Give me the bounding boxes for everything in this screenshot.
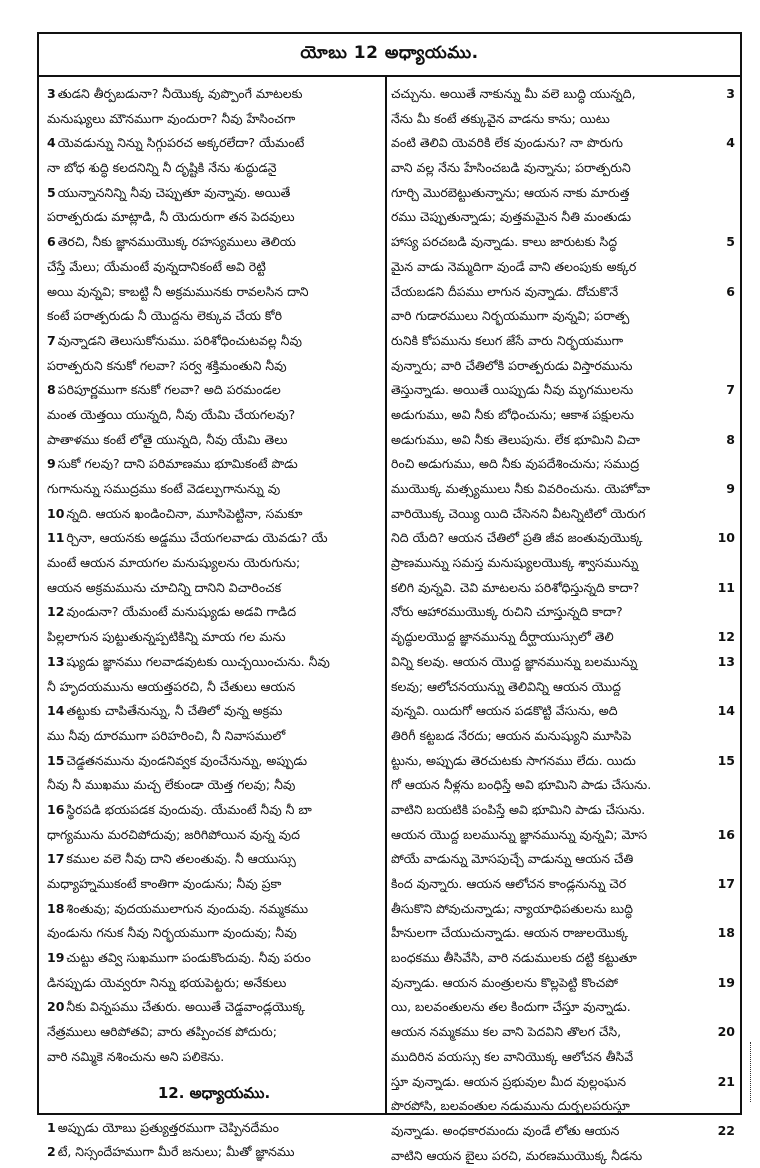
- line-text: నేను మీ కంటే తక్కువైన వాడను కాను; యిటు: [391, 110, 610, 126]
- text-line: [47, 1020, 381, 1045]
- verse-number: 6: [47, 234, 56, 250]
- line-text: ధాగ్యమును మరచిపోదువు; జరిగిపోయిన వున్న వుద: [47, 826, 300, 842]
- line-text: తిరిగీ కట్టబడ నేరదు; ఆయన మనుష్యుని మూసిపె: [391, 727, 632, 743]
- line-text: వారి గుడారములు నిర్భయముగా వున్నవి; పరాత్ప: [391, 308, 630, 324]
- text-line: [391, 354, 737, 379]
- verse-number: 2: [47, 1144, 56, 1160]
- text-line: [47, 1045, 381, 1070]
- line-text: పోయే వాడున్ను మోసపుచ్చే వాడున్ను ఆయన చేతి: [391, 851, 634, 867]
- text-line: [391, 1020, 737, 1045]
- line-text: చేస్తే మేలు; యేమంటే వున్నదానికంటే అవి రెట్టి: [47, 258, 266, 274]
- text-line: [391, 205, 737, 230]
- text-line: [391, 452, 737, 477]
- text-line: [391, 650, 737, 675]
- line-text: యి, బలవంతులను తల కిందుగా చేస్తూ వున్నాడు.: [391, 999, 631, 1015]
- line-text: నిది యేది? ఆయన చేతిలో ప్రతి జీవ జంతువుయొక్క: [391, 530, 643, 546]
- text-line: [47, 428, 381, 453]
- line-text: వారి నమ్మికె నశించును అని పలికెను.: [47, 1048, 225, 1064]
- text-line: [47, 749, 381, 774]
- verse-number: 9: [47, 456, 56, 472]
- text-line: [47, 847, 381, 872]
- line-text: తీసుకొని పోవుచున్నాడు; న్యాయాధిపతులను బుద్ధి: [391, 900, 633, 916]
- text-line: [391, 699, 737, 724]
- line-text: వున్నారు; వారి చేతిలోకి పరాత్పరుడు విస్తారమును: [391, 357, 633, 373]
- text-line: [391, 1144, 737, 1168]
- line-text: పాతాళము కంటే లోతై యున్నది, నీవు యేమి తెలు: [47, 431, 288, 447]
- text-line: [47, 477, 381, 502]
- verse-number: 8: [47, 382, 56, 398]
- text-line: [47, 280, 381, 305]
- text-line: [391, 82, 737, 107]
- line-text: ష్యుడు జ్ఞానము గలవాడవుటకు యిచ్చయించును. నీవు: [66, 653, 330, 669]
- line-text: గూర్చి మొరబెట్టుతున్నాను; ఆయన నాకు మారుత్త: [391, 184, 630, 200]
- line-text: వున్నాడు. అంధకారమందు వుండే లోతు ఆయన: [391, 1122, 620, 1138]
- line-text: కలిగి వున్నవి. చెవి మాటలను పరిశోధిస్తున్నది కాదా?: [391, 579, 640, 595]
- text-line: [47, 773, 381, 798]
- text-line: [391, 502, 737, 527]
- verse-number: 17: [717, 876, 735, 891]
- line-text: ఆయన యొద్ద బలమున్ను జ్ఞానమున్ను వున్నవి; మోస: [391, 826, 648, 842]
- line-text: శింతువు; వుదయములాగున వుందువు. నమ్మకము: [66, 900, 309, 916]
- verse-number: 9: [726, 481, 735, 496]
- text-line: [47, 304, 381, 329]
- line-text: ఆయన నమ్మకము కల వాని పెదవిని తొలగ చేసి,: [391, 1024, 622, 1040]
- text-line: [47, 798, 381, 823]
- text-line: [47, 724, 381, 749]
- text-line: [47, 403, 381, 428]
- text-line: [391, 675, 737, 700]
- text-line: [391, 946, 737, 971]
- verse-number: 11: [47, 530, 65, 546]
- text-line: [391, 798, 737, 823]
- text-line: [47, 823, 381, 848]
- verse-number: 10: [47, 505, 65, 521]
- text-line: [47, 255, 381, 280]
- text-line: [391, 724, 737, 749]
- verse-number: 5: [726, 234, 735, 250]
- line-text: రించి అడుగుము, అది నీకు వుపదేశించును; సముద్ర: [391, 456, 640, 472]
- text-line: [47, 995, 381, 1020]
- text-line: [47, 946, 381, 971]
- verse-number: 20: [47, 999, 65, 1015]
- text-line: [391, 921, 737, 946]
- line-text: వుండునా? యేమంటే మనుష్యుడు అడవి గాడిద: [66, 604, 297, 620]
- page-title: యోబు 12 అధ్యాయము.: [300, 42, 479, 63]
- column-divider: [385, 75, 387, 1113]
- margin-mark: [750, 1042, 754, 1102]
- text-line: [391, 107, 737, 132]
- line-text: మంత యెత్తయి యున్నది, నీవు యేమి చేయగలవు?: [47, 406, 296, 422]
- text-line: [391, 526, 737, 551]
- line-text: అడుగుము, అవి నీకు బోధించును; ఆకాశ పక్షులను: [391, 406, 634, 422]
- verse-number: 12: [717, 629, 735, 645]
- text-line: [391, 749, 737, 774]
- text-line: [391, 1070, 737, 1095]
- line-text: తెస్తున్నాడు. అయితే యిప్పుడు నీవు మృగములను: [391, 382, 634, 398]
- verse-number: 3: [726, 86, 735, 101]
- line-text: కింద వున్నారు. ఆయన ఆలోచన కాండ్లనున్ను చెర: [391, 876, 627, 891]
- verse-number: 8: [726, 431, 735, 447]
- text-line: [391, 156, 737, 181]
- text-line: [391, 576, 737, 601]
- line-text: పరాత్పరుని కనుకో గలవా? సర్వ శక్తిమంతుని నీవు: [47, 357, 287, 373]
- text-line: [47, 378, 381, 403]
- verse-number: 16: [717, 826, 735, 842]
- line-text: నీ హృదయమును ఆయత్తపరచి, నీ చేతులు ఆయన: [47, 678, 296, 694]
- verse-number: 19: [717, 974, 735, 990]
- line-text: ప్రాణమున్ను సమస్త మనుష్యులయొక్క శ్వాసమున్ను: [391, 555, 639, 571]
- line-text: చచ్చును. అయితే నాకున్ను మీ వలె బుద్ధి యున్నది,: [391, 86, 636, 101]
- line-text: నేత్రములు ఆరిపోతవి; వారు తప్పించక పోదురు;: [47, 1024, 277, 1040]
- line-text: వాటిని ఆయన బైలు పరచి, మరణముయొక్క నీడను: [391, 1147, 643, 1163]
- verse-number: 5: [47, 184, 56, 200]
- verse-number: 6: [726, 283, 735, 299]
- verse-number: 11: [717, 579, 735, 595]
- text-line: [47, 156, 381, 181]
- text-line: [391, 255, 737, 280]
- verse-number: 17: [47, 851, 65, 867]
- line-text: ఆయన అక్రమమును చూచిన్ని దానిని విచారించక: [47, 579, 282, 595]
- page-frame: [37, 32, 742, 1163]
- text-line: [47, 1116, 381, 1141]
- line-text: యున్నాననిన్ని నీవు చెప్పుతూ వున్నావు. అయితే: [57, 184, 291, 200]
- line-text: హాస్య పరచబడి వున్నాడు. కాలు జారుటకు సిద్ధ: [391, 234, 618, 250]
- text-line: [391, 1045, 737, 1070]
- line-text: పొరపోసి, బలవంతుల నడుమును దుర్బలపరుస్తూ: [391, 1098, 630, 1114]
- verse-number: 7: [47, 332, 56, 348]
- line-text: మనుష్యులు మౌనముగా వుందురా? నీవు హేసించగా: [47, 110, 296, 126]
- line-text: నీవు నీ ముఖము మచ్చ లేకుండా యెత్త గలవు; నీవు: [47, 777, 296, 793]
- line-text: వున్నాడని తెలుసుకోనుము. పరిశోధించుటవల్ల నీవు: [57, 332, 302, 348]
- text-line: [391, 1119, 737, 1144]
- text-line: [47, 1140, 381, 1165]
- text-line: [47, 625, 381, 650]
- verse-number: 15: [47, 752, 65, 768]
- text-line: [47, 872, 381, 897]
- line-text: న్నది. ఆయన ఖండించినా, మూసిపెట్టినా, సమకూ: [66, 505, 303, 521]
- verse-number: 21: [717, 1073, 735, 1089]
- line-text: గో ఆయన నీళ్లను బంధిస్తే అవి భూమిని పాడు చేసును.: [391, 777, 652, 793]
- verse-number: 15: [717, 752, 735, 768]
- line-text: నోరు ఆహారముయొక్క రుచిని చూస్తున్నది కాదా?: [391, 604, 623, 620]
- text-line: [47, 675, 381, 700]
- text-line: [391, 230, 737, 255]
- line-text: ముయొక్క మత్స్యములు నీకు వివరించును. యెహోవా: [391, 481, 650, 496]
- line-text: డినప్పుడు యెవ్వరూ నిన్ను భయపెట్టరు; అనేకులు: [47, 974, 287, 990]
- text-line: [391, 897, 737, 922]
- line-text: ము నీవు దూరముగా పరిహరించి, నీ నివాసములో: [47, 727, 286, 743]
- text-line: [47, 897, 381, 922]
- verse-number: 1: [47, 1119, 56, 1135]
- line-text: ట్టును, అప్పుడు తెరచుటకు సాగనము లేదు. యిదు: [391, 752, 636, 768]
- text-line: [391, 847, 737, 872]
- text-line: [47, 181, 381, 206]
- line-text: స్తూ వున్నాడు. ఆయన ప్రభువుల మీద వుల్లంఘన: [391, 1073, 627, 1089]
- line-text: రునికి కోపమును కలుగ జేసే వారు నిర్భయముగా: [391, 332, 624, 348]
- line-text: వారియొక్క చెయ్యి యిది చేసెనని వీటన్నిటిలో యెరుగ: [391, 505, 646, 521]
- verse-number: 18: [717, 925, 735, 941]
- text-line: [47, 107, 381, 132]
- text-line: [391, 403, 737, 428]
- verse-number: 18: [47, 900, 65, 916]
- right-column: [391, 82, 737, 1168]
- verse-number: 19: [47, 950, 65, 966]
- text-line: [391, 773, 737, 798]
- line-text: ర్చినా, ఆయనకు అడ్డము చేయగలవాడు యెవడు? యే: [66, 530, 328, 546]
- verse-number: 7: [726, 382, 735, 398]
- line-text: చేయబడని దీపము లాగున వున్నాడు. దోచుకొనే: [391, 283, 619, 299]
- line-text: మంటే ఆయన మాయగల మనుష్యులను యెరుగును;: [47, 555, 301, 571]
- line-text: చుట్టు తవ్వి సుఖముగా పండుకొందువు. నీవు పరుం: [66, 950, 311, 966]
- text-line: [391, 181, 737, 206]
- text-line: [47, 205, 381, 230]
- line-text: తెరచి, నీకు జ్ఞానముయొక్క రహస్యములు తెలియ: [57, 234, 296, 250]
- text-line: [391, 378, 737, 403]
- page-header: [39, 34, 740, 77]
- line-text: వున్నవి. యిదుగో ఆయన పడకొట్టి వేసును, అది: [391, 703, 618, 719]
- line-text: టే, నిస్సందేహముగా మీరే జనులు; మీతో జ్ఞానము: [57, 1144, 295, 1160]
- text-line: [391, 477, 737, 502]
- line-text: నా బోధ శుద్ధి కలదనిన్ని నీ దృష్టికి నేను శుద్ధుడనై: [47, 160, 277, 176]
- verse-number: 20: [717, 1024, 735, 1040]
- text-line: [47, 971, 381, 996]
- line-text: మైన వాడు నెమ్మదిగా వుండే వాని తలంపుకు అక్కర: [391, 258, 637, 274]
- line-text: అయి వున్నవి; కాబట్టి నీ అక్రమమునకు రావలసిన దాని: [47, 283, 309, 299]
- text-line: [47, 921, 381, 946]
- line-text: పరాత్పరుడు మాట్లాడి, నీ యెదురుగా తన పెదవులు: [47, 209, 295, 225]
- text-line: [47, 82, 381, 107]
- verse-number: 14: [717, 703, 735, 719]
- text-line: [47, 551, 381, 576]
- text-line: [391, 280, 737, 305]
- verse-number: 14: [47, 703, 65, 719]
- line-text: పరిపూర్ణముగా కనుకో గలవా? అది పరమండల: [57, 382, 281, 398]
- chapter-heading: 12. అధ్యాయము.: [157, 1083, 271, 1102]
- line-text: మధ్యాహ్నముకంటే కాంతిగా వుండును; నీవు ప్రకా: [47, 876, 282, 891]
- text-line: [391, 823, 737, 848]
- line-text: చెడ్డతనమును వుండనివ్వక వుంచేనున్ను, అప్పుడు: [66, 752, 308, 768]
- line-text: నీకు విన్నపము చేతురు. అయితే చెడ్డవాండ్లయొక్క: [66, 999, 306, 1015]
- line-text: హీనులగా చేయుచున్నాడు. ఆయన రాజులయొక్క: [391, 925, 629, 941]
- text-line: [47, 526, 381, 551]
- text-line: [391, 625, 737, 650]
- line-text: యెవడున్ను నిన్ను సిగ్గుపరచ అక్కరలేదా? యేమంటే: [57, 135, 305, 151]
- verse-number: 10: [717, 530, 735, 546]
- verse-number: 13: [717, 653, 735, 669]
- verse-number: 16: [47, 801, 65, 817]
- text-line: [47, 650, 381, 675]
- verse-number: 12: [47, 604, 65, 620]
- text-line: [391, 304, 737, 329]
- verse-number: 3: [47, 86, 56, 101]
- text-line: [47, 576, 381, 601]
- text-line: [391, 551, 737, 576]
- text-line: [47, 699, 381, 724]
- line-text: కంటే పరాత్పరుడు నీ యొద్దను లెక్కువ చేయ కోరి: [47, 308, 282, 324]
- verse-number: 4: [47, 135, 56, 151]
- line-text: తుడని తీర్పబడునా? నీయొక్క వుప్పొంగే మాటలకు: [57, 86, 303, 101]
- line-text: వాటిని బయటికి పంపిస్తే అవి భూమిని పాడు చేసును.: [391, 801, 646, 817]
- text-line: [391, 995, 737, 1020]
- text-line: [47, 131, 381, 156]
- line-text: వున్నాడు. ఆయన మంత్రులను కొల్లపెట్టి కొంచపో: [391, 974, 618, 990]
- text-line: [47, 230, 381, 255]
- line-text: పిల్లలాగున పుట్టుతున్నప్పటికిన్ని మాయ గల మను: [47, 629, 286, 645]
- line-text: తట్టుకు చాపితేనున్ను, నీ చేతిలో వున్న అక్రమ: [66, 703, 283, 719]
- line-text: వుండును గనుక నీవు నిర్భయముగా వుందువు; నీవు: [47, 925, 297, 941]
- line-text: విన్ని కలవు. ఆయన యొద్ద జ్ఞానమున్ను బలమున్ను: [391, 653, 638, 669]
- text-line: [391, 428, 737, 453]
- line-text: స్థిరపడి భయపడక వుందువు. యేమంటే నీవు నీ బా: [66, 801, 312, 817]
- text-line: [391, 1094, 737, 1119]
- line-text: వృద్ధులయొద్ద జ్ఞానమున్ను దీర్ఘాయుస్సులో తెలి: [391, 629, 614, 645]
- line-text: రము చెప్పుతున్నాడు; వుత్తమమైన నీతి మంతుడు: [391, 209, 632, 225]
- text-line: [47, 329, 381, 354]
- line-text: వాని వల్ల నేను హేసించబడి వున్నాను; పరాత్పరుని: [391, 160, 631, 176]
- text-line: [47, 600, 381, 625]
- line-text: కముల వలె నీవు దాని తలంతువు. నీ ఆయుస్సు: [66, 851, 296, 867]
- text-line: [47, 502, 381, 527]
- text-line: [391, 600, 737, 625]
- line-text: బంధకము తీసివేసి, వారి నడుములకు దట్టి కట్టుతూ: [391, 950, 637, 966]
- left-column: [47, 82, 381, 1165]
- line-text: గుగానున్ను సముద్రము కంటే వెడల్పుగానున్ను వు: [47, 481, 281, 496]
- verse-number: 4: [726, 135, 735, 151]
- text-line: [391, 872, 737, 897]
- text-line: [47, 452, 381, 477]
- text-line: [391, 131, 737, 156]
- line-text: ముదిరిన వయస్సు కల వానియొక్క ఆలోచన తీసివే: [391, 1048, 634, 1064]
- line-text: అడుగుము, అవి నీకు తెలుపును. లేక భూమిని విచా: [391, 431, 640, 447]
- text-line: [391, 971, 737, 996]
- line-text: వంటి తెలివి యెవరికి లేక వుండును? నా పొరుగు: [391, 135, 623, 151]
- verse-number: 22: [717, 1122, 735, 1138]
- text-line: [391, 329, 737, 354]
- line-text: కలవు; ఆలోచనయున్ను తెలివిన్ని ఆయన యొద్ద: [391, 678, 621, 694]
- text-line: [47, 354, 381, 379]
- line-text: అప్పుడు యోబు ప్రత్యుత్తరముగా చెప్పినదేమం: [57, 1119, 279, 1135]
- verse-number: 13: [47, 653, 65, 669]
- line-text: సుకో గలవు? దాని పరిమాణము భూమికంటే పొడు: [57, 456, 298, 472]
